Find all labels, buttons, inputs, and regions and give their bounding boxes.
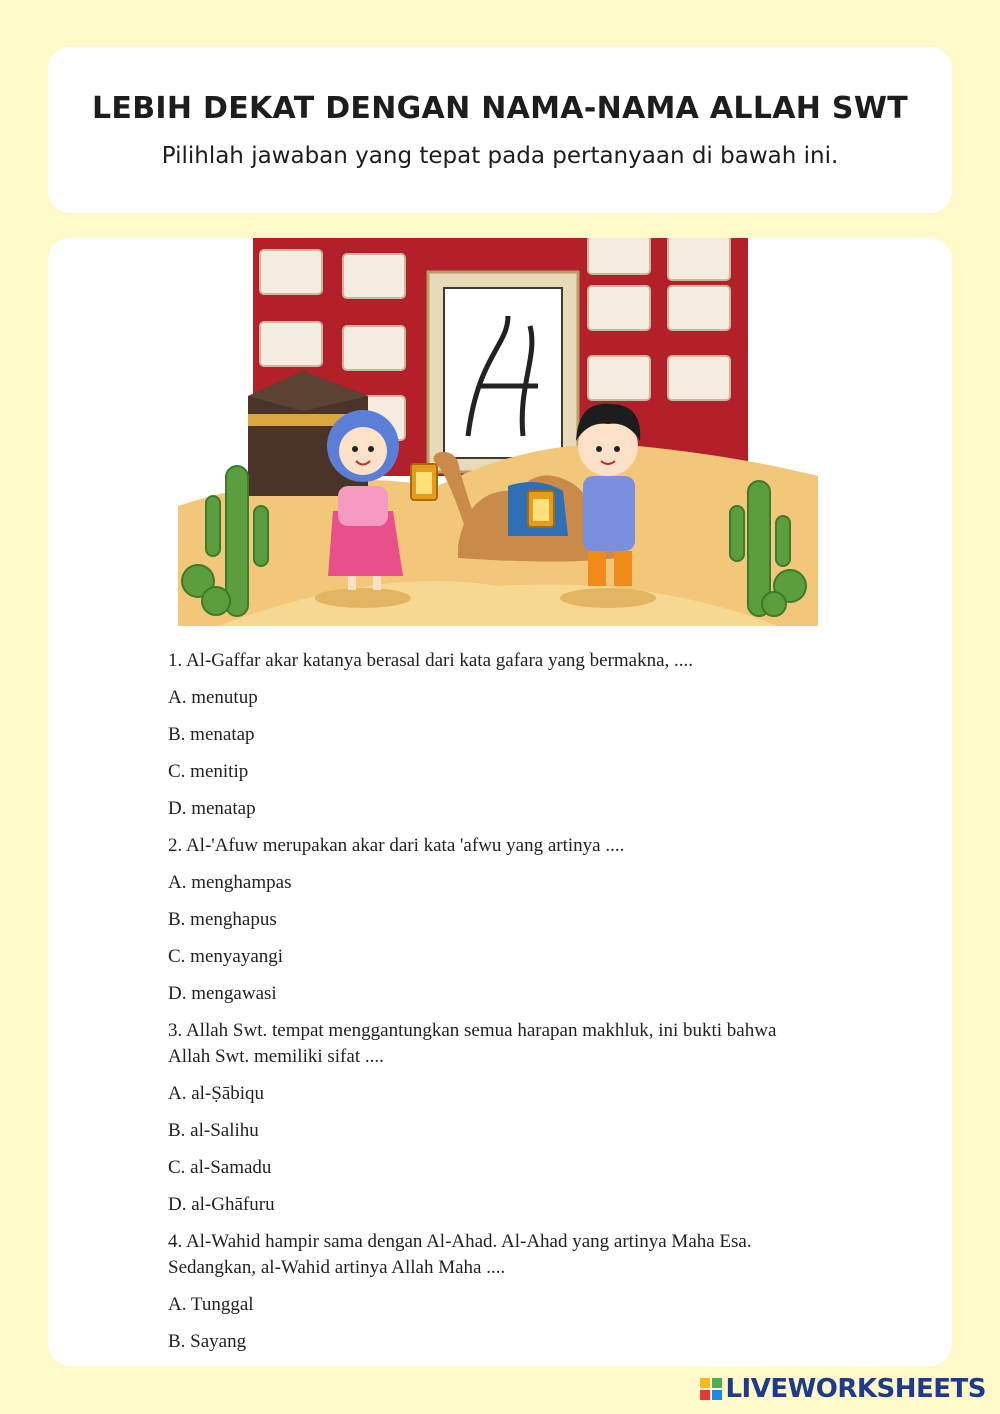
option-b[interactable]: B. menghapus bbox=[168, 909, 277, 930]
option-a[interactable]: A. al-Ṣābiqu bbox=[168, 1083, 265, 1104]
brand-name: LIVEWORKSHEETS bbox=[725, 1374, 986, 1404]
kaaba-illustration bbox=[178, 238, 818, 626]
question-text: 2. Al-'Afuw merupakan akar dari kata 'afwu yang artinya .... bbox=[168, 835, 625, 856]
option-b[interactable]: B. al-Salihu bbox=[168, 1120, 259, 1141]
option-a[interactable]: A. Tunggal bbox=[168, 1294, 254, 1315]
question-4 bbox=[168, 1229, 808, 1355]
question-2 bbox=[168, 833, 808, 1007]
page-title: LEBIH DEKAT DENGAN NAMA-NAMA ALLAH SWT bbox=[92, 91, 908, 126]
content-card bbox=[48, 238, 952, 1366]
question-3 bbox=[168, 1018, 808, 1218]
question-text: 4. Al-Wahid hampir sama dengan Al-Ahad. Al-Ahad yang artinya Maha Esa. Sedangkan, al-Wahid artinya Allah Maha .... bbox=[168, 1231, 752, 1278]
option-c[interactable]: C. menyayangi bbox=[168, 946, 284, 967]
question-list bbox=[168, 648, 808, 1366]
option-d[interactable]: D. mengawasi bbox=[168, 983, 277, 1004]
option-d[interactable]: D. al-Ghāfuru bbox=[168, 1194, 275, 1215]
option-a[interactable]: A. menghampas bbox=[168, 872, 292, 893]
question-1 bbox=[168, 648, 808, 822]
page-subtitle: Pilihlah jawaban yang tepat pada pertanyaan di bawah ini. bbox=[161, 143, 839, 169]
option-b[interactable]: B. menatap bbox=[168, 724, 255, 745]
question-text: 1. Al-Gaffar akar katanya berasal dari kata gafara yang bermakna, .... bbox=[168, 650, 694, 671]
brand-watermark bbox=[700, 1374, 986, 1404]
liveworksheets-logo-icon bbox=[700, 1378, 722, 1400]
option-d[interactable]: D. menatap bbox=[168, 798, 256, 819]
header-card bbox=[48, 47, 952, 213]
option-c[interactable]: C. al-Samadu bbox=[168, 1157, 272, 1178]
question-text: 3. Allah Swt. tempat menggantungkan semua harapan makhluk, ini bukti bahwa Allah Swt. memiliki sifat .... bbox=[168, 1020, 777, 1067]
option-b[interactable]: B. Sayang bbox=[168, 1331, 247, 1352]
option-a[interactable]: A. menutup bbox=[168, 687, 258, 708]
option-c[interactable]: C. menitip bbox=[168, 761, 249, 782]
